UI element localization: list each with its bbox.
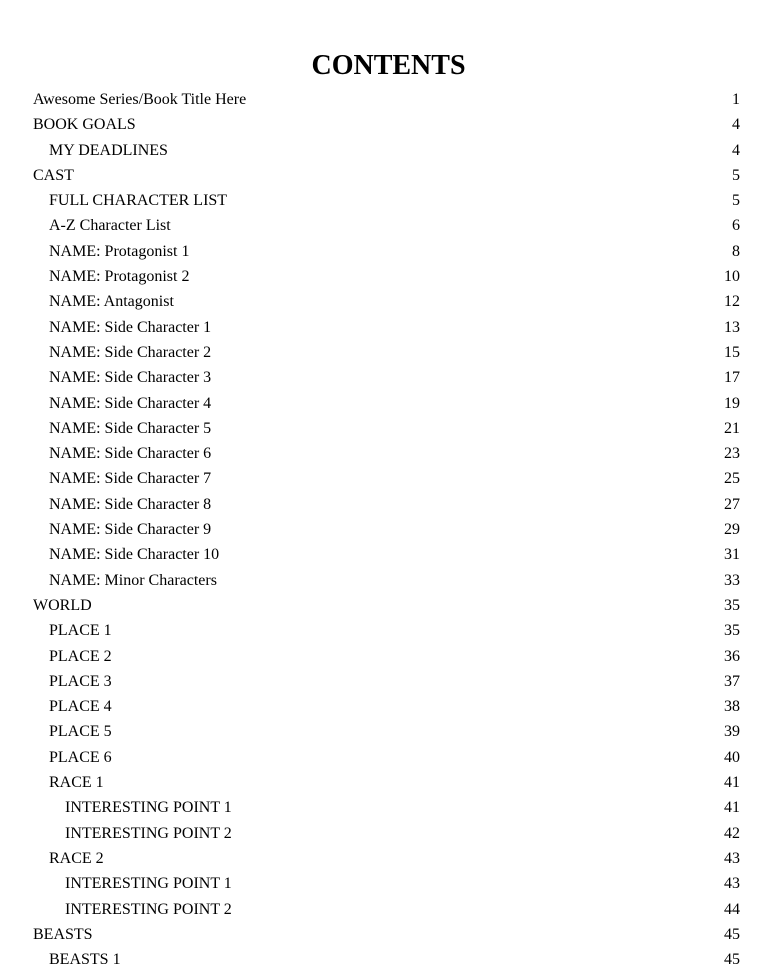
toc-entry-title: NAME: Side Character 8: [49, 495, 212, 513]
toc-entry-title: PLACE 1: [49, 622, 112, 640]
toc-entry-page-number: 19: [724, 394, 740, 412]
toc-entry-title: NAME: Protagonist 2: [49, 268, 190, 286]
toc-entry[interactable]: [0, 846, 777, 871]
toc-entry-title: NAME: Minor Characters: [49, 571, 217, 589]
toc-entry[interactable]: [0, 770, 777, 795]
toc-entry[interactable]: [0, 719, 777, 744]
toc-entry-title: FULL CHARACTER LIST: [49, 192, 228, 210]
toc-entry-title: PLACE 4: [49, 698, 112, 716]
toc-entry-title: INTERESTING POINT 2: [65, 900, 232, 918]
toc-entry-page-number: 15: [724, 343, 740, 361]
toc-entry-title: BOOK GOALS: [33, 116, 136, 134]
toc-entry-page-number: 41: [724, 799, 740, 817]
toc-entry-title: NAME: Side Character 2: [49, 343, 212, 361]
toc-entry-title: PLACE 3: [49, 672, 112, 690]
toc-entry-page-number: 41: [724, 774, 740, 792]
toc-entry-page-number: 37: [724, 672, 740, 690]
toc-entry[interactable]: [0, 618, 777, 643]
toc-entry-page-number: 33: [724, 571, 740, 589]
toc-entry-title: Awesome Series/Book Title Here: [33, 91, 247, 108]
table-of-contents: [0, 87, 777, 972]
toc-entry-title: NAME: Side Character 4: [49, 394, 212, 412]
toc-entry-page-number: 12: [724, 293, 740, 311]
toc-entry-page-number: 5: [732, 166, 740, 184]
toc-entry-page-number: 4: [732, 116, 740, 134]
toc-entry-page-number: 31: [724, 546, 740, 564]
toc-entry-title: PLACE 2: [49, 647, 112, 665]
toc-entry[interactable]: [0, 745, 777, 770]
toc-entry[interactable]: [0, 897, 777, 922]
toc-entry-title: NAME: Side Character 6: [49, 445, 212, 463]
toc-entry-page-number: 44: [724, 900, 740, 918]
toc-entry-page-number: 21: [724, 419, 740, 437]
toc-entry-page-number: 43: [724, 875, 740, 893]
toc-entry[interactable]: [0, 441, 777, 466]
toc-entry[interactable]: [0, 821, 777, 846]
toc-entry-page-number: 8: [732, 242, 740, 260]
toc-entry-title: INTERESTING POINT 1: [65, 799, 232, 817]
toc-entry[interactable]: [0, 416, 777, 441]
toc-entry-title: BEASTS 1: [49, 951, 121, 969]
toc-entry-page-number: 35: [724, 622, 740, 640]
toc-entry-title: A-Z Character List: [49, 217, 171, 235]
toc-entry-page-number: 27: [724, 495, 740, 513]
toc-entry-title: CAST: [33, 166, 74, 184]
toc-entry[interactable]: [0, 568, 777, 593]
toc-entry-page-number: 45: [724, 925, 740, 943]
toc-entry-page-number: 10: [724, 268, 740, 286]
toc-entry[interactable]: [0, 593, 777, 618]
toc-entry[interactable]: [0, 795, 777, 820]
toc-entry-title: NAME: Side Character 5: [49, 419, 212, 437]
toc-entry-title: NAME: Side Character 9: [49, 521, 212, 539]
toc-entry-page-number: 29: [724, 521, 740, 539]
toc-entry-page-number: 23: [724, 445, 740, 463]
toc-entry-page-number: 39: [724, 723, 740, 741]
toc-entry[interactable]: [0, 289, 777, 314]
toc-entry-page-number: 35: [724, 596, 740, 614]
toc-entry-page-number: 43: [724, 849, 740, 867]
toc-entry[interactable]: [0, 188, 777, 213]
toc-entry-page-number: 25: [724, 470, 740, 488]
toc-entry-page-number: 6: [732, 217, 740, 235]
toc-entry[interactable]: [0, 112, 777, 137]
toc-entry-title: WORLD: [33, 596, 92, 614]
toc-entry-page-number: 36: [724, 647, 740, 665]
toc-entry-page-number: 13: [724, 318, 740, 336]
toc-entry[interactable]: [0, 163, 777, 188]
toc-entry[interactable]: [0, 365, 777, 390]
toc-entry-page-number: 38: [724, 698, 740, 716]
toc-entry[interactable]: [0, 669, 777, 694]
toc-entry[interactable]: [0, 264, 777, 289]
toc-entry[interactable]: [0, 517, 777, 542]
toc-entry[interactable]: [0, 87, 777, 112]
toc-entry[interactable]: [0, 644, 777, 669]
toc-entry-title: INTERESTING POINT 2: [65, 824, 232, 842]
toc-entry[interactable]: [0, 340, 777, 365]
toc-entry[interactable]: [0, 922, 777, 947]
page-title: CONTENTS: [311, 50, 466, 81]
toc-entry-title: PLACE 6: [49, 748, 112, 766]
toc-entry[interactable]: [0, 315, 777, 340]
toc-entry-title: INTERESTING POINT 1: [65, 875, 232, 893]
toc-entry-title: NAME: Side Character 3: [49, 369, 212, 387]
toc-entry-page-number: 42: [724, 824, 740, 842]
toc-entry[interactable]: [0, 492, 777, 517]
toc-entry-title: RACE 1: [49, 774, 104, 792]
toc-entry-title: NAME: Side Character 1: [49, 318, 212, 336]
toc-entry-title: NAME: Protagonist 1: [49, 242, 190, 260]
toc-entry[interactable]: [0, 138, 777, 163]
toc-entry-title: RACE 2: [49, 849, 104, 867]
toc-entry[interactable]: [0, 213, 777, 238]
toc-entry-title: MY DEADLINES: [49, 141, 168, 159]
toc-entry-page-number: 40: [724, 748, 740, 766]
toc-entry-page-number: 4: [732, 141, 740, 159]
toc-entry[interactable]: [0, 391, 777, 416]
toc-entry-page-number: 1: [732, 91, 740, 108]
toc-entry-title: NAME: Antagonist: [49, 293, 174, 311]
toc-entry[interactable]: [0, 466, 777, 491]
toc-entry-title: NAME: Side Character 10: [49, 546, 220, 564]
toc-entry-title: BEASTS: [33, 925, 93, 943]
toc-entry[interactable]: [0, 947, 777, 972]
toc-entry[interactable]: [0, 871, 777, 896]
toc-entry[interactable]: [0, 694, 777, 719]
toc-entry-page-number: 17: [724, 369, 740, 387]
toc-entry[interactable]: [0, 542, 777, 567]
toc-entry-title: NAME: Side Character 7: [49, 470, 212, 488]
toc-entry-page-number: 5: [732, 192, 740, 210]
toc-entry-title: PLACE 5: [49, 723, 112, 741]
toc-entry-page-number: 45: [724, 951, 740, 969]
toc-entry[interactable]: [0, 239, 777, 264]
